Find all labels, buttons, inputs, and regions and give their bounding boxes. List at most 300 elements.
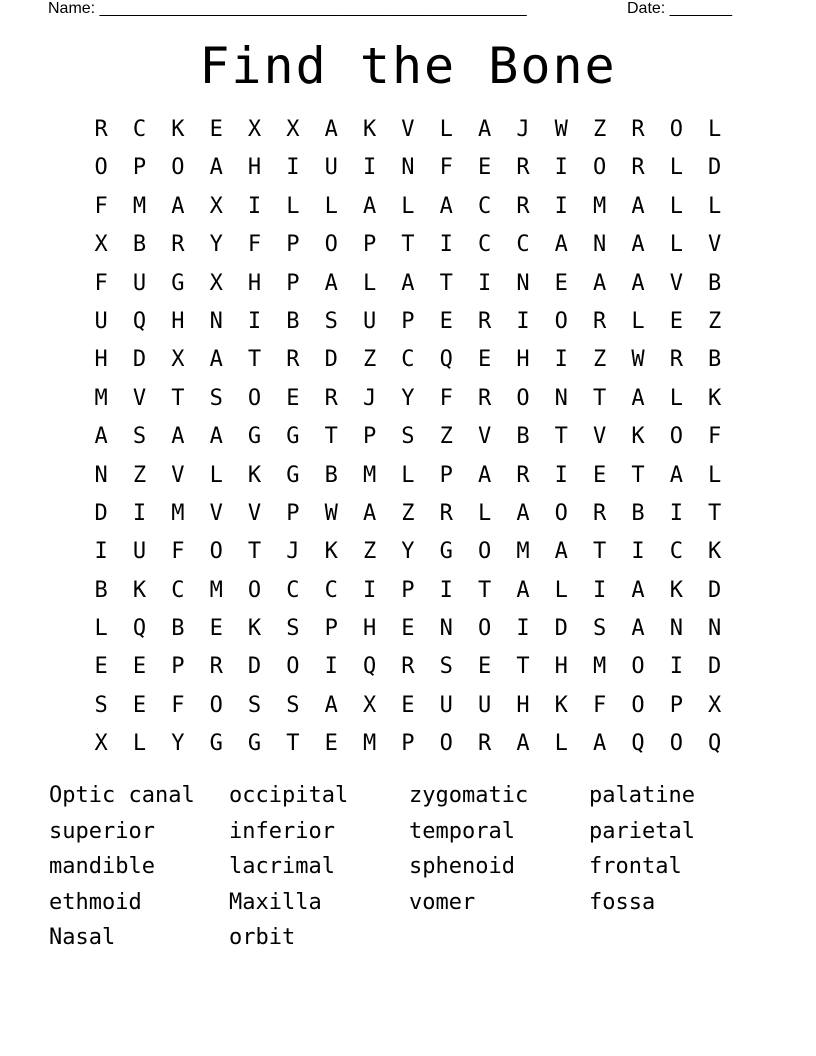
word-list-item: vomer [409,889,476,915]
grid-letter: M [362,731,377,757]
grid-letter: I [516,616,530,642]
grid-letter: K [708,539,722,565]
grid-letter: H [247,155,262,181]
grid-letter: T [477,577,492,603]
grid-letter: V [593,424,607,450]
grid-letter: Z [362,539,377,565]
grid-letter: R [477,308,492,334]
grid-letter: S [132,424,147,450]
word-list-item: Optic canal [49,783,195,808]
grid-letter: V [401,117,415,142]
grid-letter: E [132,692,147,718]
grid-letter: I [362,577,377,603]
grid-letter: N [669,616,683,642]
grid-letter: X [209,193,223,219]
grid-letter: N [401,155,415,181]
grid-letter: O [324,232,338,258]
grid-letter: O [439,731,453,757]
grid-letter: V [708,232,722,258]
grid-letter: O [209,539,223,565]
grid-letter: Z [132,462,147,488]
grid-letter: A [631,193,645,219]
grid-letter: I [669,654,683,680]
grid-letter: R [593,308,607,334]
grid-letter: I [132,500,147,526]
grid-letter: K [247,462,262,488]
grid-letter: F [247,232,262,258]
grid-row [82,226,734,264]
grid-letter: E [439,308,453,334]
grid-letter: Q [132,308,147,334]
grid-letter: O [477,616,492,642]
grid-letter: F [439,385,453,411]
grid-letter: R [439,500,453,526]
grid-letter: R [516,462,530,488]
grid-letter: Q [362,654,377,680]
grid-letter: R [477,731,492,757]
grid-letter: A [516,577,530,603]
grid-letter: T [171,385,185,411]
grid-letter: J [362,385,377,411]
grid-letter: V [247,500,262,526]
grid-letter: P [132,155,147,181]
grid-letter: T [286,731,300,757]
grid-letter: D [708,155,722,181]
grid-letter: O [631,654,645,680]
grid-letter: P [362,424,377,450]
grid-letter: A [593,731,607,757]
grid-letter: K [171,117,185,142]
grid-letter: E [401,692,415,718]
grid-letter: B [132,232,147,258]
grid-row [82,687,734,725]
grid-letter: H [171,308,185,334]
grid-letter: B [94,577,108,603]
word-list [49,778,769,956]
grid-letter: R [631,155,645,181]
grid-letter: L [554,731,568,757]
grid-letter: I [554,347,568,373]
grid-letter: P [286,232,300,258]
grid-letter: A [477,462,492,488]
grid-letter: T [631,462,645,488]
grid-letter: P [669,692,683,718]
grid-letter: N [554,385,568,411]
grid-row [82,149,734,187]
grid-letter: L [362,270,377,296]
grid-letter: G [286,462,300,488]
grid-letter: A [631,270,645,296]
grid-letter: K [132,577,147,603]
grid-letter: Z [593,117,607,142]
grid-letter: D [94,500,108,526]
grid-letter: A [554,539,568,565]
grid-letter: L [669,193,683,219]
grid-letter: O [554,308,568,334]
grid-row [82,572,734,610]
grid-letter: T [593,539,607,565]
grid-letter: S [247,692,262,718]
grid-letter: E [132,654,147,680]
grid-letter: A [171,424,185,450]
grid-letter: P [286,270,300,296]
grid-letter: B [516,424,530,450]
grid-letter: S [439,654,453,680]
grid-letter: P [401,731,415,757]
word-list-item: Maxilla [229,889,322,915]
grid-letter: Y [209,232,223,258]
grid-row [82,533,734,571]
grid-letter: G [247,424,262,450]
grid-letter: C [324,577,338,603]
grid-row [82,380,734,418]
grid-letter: I [324,654,338,680]
grid-letter: A [593,270,607,296]
grid-letter: G [171,270,185,296]
grid-letter: L [554,577,568,603]
grid-letter: I [362,155,377,181]
grid-letter: A [477,117,492,142]
grid-letter: D [132,347,147,373]
grid-letter: H [94,347,108,373]
grid-letter: O [94,155,108,181]
grid-letter: D [708,577,722,603]
grid-letter: X [286,117,300,142]
grid-letter: B [708,347,722,373]
grid-letter: G [286,424,300,450]
grid-letter: I [554,155,568,181]
grid-letter: J [286,539,300,565]
grid-letter: O [516,385,530,411]
grid-letter: I [439,232,453,258]
grid-letter: A [669,462,683,488]
grid-letter: I [477,270,492,296]
grid-letter: D [554,616,568,642]
grid-letter: L [324,193,338,219]
grid-row [82,457,734,495]
grid-letter: L [94,616,108,642]
grid-letter: M [171,500,185,526]
grid-letter: N [94,462,108,488]
grid-letter: A [209,347,223,373]
grid-letter: O [554,500,568,526]
grid-letter: L [401,193,415,219]
grid-letter: O [477,539,492,565]
grid-letter: Z [593,347,607,373]
grid-letter: R [209,654,223,680]
grid-letter: L [209,462,223,488]
grid-letter: V [171,462,185,488]
grid-letter: H [516,692,530,718]
grid-letter: A [362,193,377,219]
name-field-label: Name: ________________________________________________ [48,0,527,17]
grid-letter: W [554,117,568,142]
grid-letter: L [669,232,683,258]
grid-letter: L [439,117,453,142]
grid-letter: T [247,347,262,373]
grid-letter: H [554,654,568,680]
grid-letter: A [554,232,568,258]
word-list-item: mandible [49,854,155,879]
grid-row [82,303,734,341]
grid-letter: L [401,462,415,488]
grid-letter: I [439,577,453,603]
grid-letter: X [209,270,223,296]
grid-letter: E [401,616,415,642]
grid-letter: Y [401,539,415,565]
word-list-item: occipital [229,783,349,808]
word-list-item: zygomatic [409,783,529,808]
grid-letter: A [324,117,338,142]
grid-letter: V [477,424,492,450]
grid-letter: N [516,270,530,296]
grid-letter: S [94,692,108,718]
grid-letter: L [286,193,300,219]
grid-letter: C [401,347,415,373]
grid-letter: M [209,577,223,603]
grid-letter: R [324,385,338,411]
grid-letter: F [94,193,108,219]
grid-letter: Q [631,731,645,757]
grid-letter: M [362,462,377,488]
grid-letter: R [516,155,530,181]
word-list-item: orbit [229,925,296,950]
grid-letter: B [171,616,185,642]
grid-letter: K [362,117,377,142]
grid-letter: F [708,424,722,450]
grid-letter: X [94,232,108,258]
grid-row [82,188,734,226]
word-list-item: temporal [409,818,515,844]
grid-row [82,495,734,533]
grid-letter: U [94,308,108,334]
grid-letter: Q [439,347,453,373]
grid-letter: X [171,347,185,373]
grid-letter: R [516,193,530,219]
grid-letter: N [708,616,722,642]
grid-letter: P [362,232,377,258]
grid-letter: Q [132,616,147,642]
grid-letter: F [171,539,185,565]
grid-letter: A [171,193,185,219]
grid-letter: T [247,539,262,565]
grid-letter: E [669,308,683,334]
word-list-item: parietal [589,818,695,844]
grid-letter: Z [401,500,415,526]
grid-letter: I [631,539,645,565]
grid-letter: E [209,117,223,142]
grid-letter: O [247,577,262,603]
grid-letter: U [132,539,147,565]
grid-letter: E [209,616,223,642]
grid-letter: M [94,385,108,411]
word-list-item: ethmoid [49,889,142,915]
letter-grid [82,111,734,764]
grid-letter: B [286,308,300,334]
word-list-item: lacrimal [229,854,335,879]
grid-letter: U [439,692,453,718]
word-list-item: sphenoid [409,854,515,879]
grid-letter: P [286,500,300,526]
grid-letter: B [708,270,722,296]
grid-letter: F [94,270,108,296]
grid-letter: R [94,117,108,142]
grid-letter: E [477,347,492,373]
grid-letter: I [516,308,530,334]
word-list-item: palatine [589,783,695,808]
grid-letter: V [209,500,223,526]
grid-letter: O [593,155,607,181]
word-list-item: frontal [589,854,682,879]
grid-letter: O [669,117,683,142]
grid-letter: C [516,232,530,258]
grid-letter: U [362,308,377,334]
grid-letter: K [324,539,338,565]
grid-letter: U [324,155,338,181]
grid-letter: O [631,692,645,718]
grid-letter: E [554,270,568,296]
grid-letter: S [324,308,338,334]
grid-letter: U [477,692,492,718]
grid-letter: P [324,616,338,642]
grid-letter: A [209,155,223,181]
grid-letter: L [669,385,683,411]
grid-letter: Q [708,731,722,757]
grid-letter: K [708,385,722,411]
grid-letter: A [631,232,645,258]
grid-letter: R [286,347,300,373]
grid-row [82,610,734,648]
grid-letter: I [286,155,300,181]
grid-letter: F [439,155,453,181]
grid-letter: W [631,347,645,373]
grid-letter: F [593,692,607,718]
grid-row [82,111,734,149]
grid-letter: T [516,654,530,680]
grid-letter: E [477,155,492,181]
grid-row [82,418,734,456]
grid-letter: N [439,616,453,642]
grid-letter: I [247,308,262,334]
grid-letter: T [593,385,607,411]
grid-letter: A [631,385,645,411]
grid-letter: Z [362,347,377,373]
grid-letter: A [324,270,338,296]
grid-letter: H [516,347,530,373]
grid-letter: K [669,577,683,603]
grid-letter: R [593,500,607,526]
grid-letter: H [247,270,262,296]
grid-letter: X [94,731,108,757]
grid-letter: S [593,616,607,642]
grid-letter: I [94,539,108,565]
grid-letter: E [324,731,338,757]
grid-letter: C [477,232,492,258]
grid-letter: X [362,692,377,718]
grid-letter: S [286,692,300,718]
grid-letter: S [401,424,415,450]
grid-letter: C [669,539,683,565]
grid-letter: A [401,270,415,296]
grid-letter: X [708,692,722,718]
grid-letter: A [94,424,108,450]
grid-letter: K [554,692,568,718]
grid-letter: O [171,155,185,181]
grid-letter: A [516,500,530,526]
grid-letter: O [286,654,300,680]
grid-letter: R [401,654,415,680]
grid-letter: L [669,155,683,181]
grid-letter: I [247,193,262,219]
grid-letter: B [631,500,645,526]
grid-row [82,648,734,686]
grid-letter: G [209,731,223,757]
grid-letter: O [669,424,683,450]
grid-letter: D [324,347,338,373]
grid-letter: K [247,616,262,642]
grid-letter: D [708,654,722,680]
grid-letter: W [324,500,338,526]
grid-letter: P [439,462,453,488]
grid-letter: L [631,308,645,334]
grid-letter: J [516,117,530,142]
grid-letter: I [669,500,683,526]
grid-letter: D [247,654,262,680]
page-title: Find the Bone [199,37,617,95]
grid-letter: T [401,232,415,258]
grid-letter: L [132,731,147,757]
grid-letter: P [401,308,415,334]
grid-letter: A [439,193,453,219]
grid-letter: L [708,193,722,219]
grid-letter: Y [171,731,185,757]
grid-letter: E [94,654,108,680]
grid-letter: C [286,577,300,603]
grid-letter: O [247,385,262,411]
grid-letter: B [324,462,338,488]
grid-letter: V [669,270,683,296]
word-list-item: superior [49,818,155,844]
grid-letter: A [209,424,223,450]
grid-letter: L [708,117,722,142]
grid-letter: N [593,232,607,258]
grid-letter: I [593,577,607,603]
grid-letter: X [247,117,262,142]
grid-letter: L [477,500,492,526]
date-field-label: Date: _______ [627,0,732,17]
grid-letter: O [209,692,223,718]
grid-letter: P [401,577,415,603]
grid-row [82,265,734,303]
grid-letter: M [132,193,147,219]
grid-letter: K [631,424,645,450]
grid-letter: E [593,462,607,488]
grid-letter: I [554,193,568,219]
word-list-item: inferior [229,818,335,844]
grid-letter: A [631,616,645,642]
grid-letter: Y [401,385,415,411]
grid-letter: I [554,462,568,488]
grid-letter: S [286,616,300,642]
grid-letter: M [593,193,607,219]
grid-letter: Z [708,308,722,334]
grid-letter: C [171,577,185,603]
grid-letter: R [669,347,683,373]
grid-letter: M [593,654,607,680]
grid-letter: V [132,385,147,411]
word-list-item: Nasal [49,925,116,950]
grid-letter: T [324,424,338,450]
